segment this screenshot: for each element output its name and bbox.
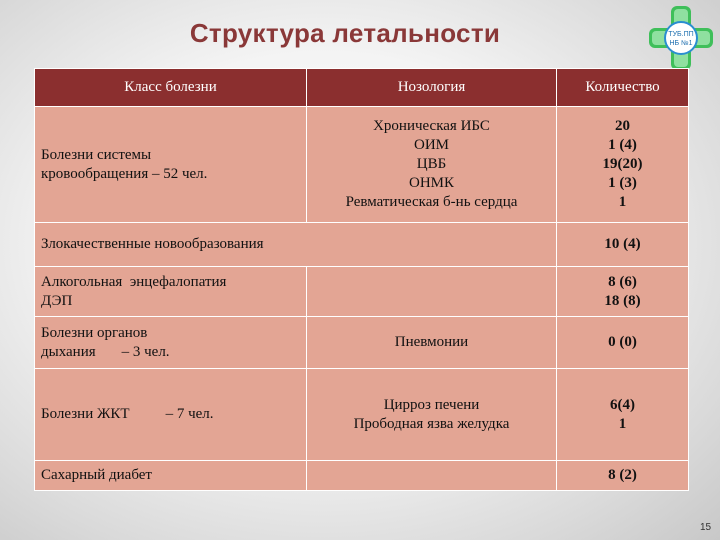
row3-count: 8 (6) 18 (8) [557,267,689,317]
logo-text-line1: ТУБ.ПП [668,31,694,38]
table-row [35,461,689,491]
row2-count: 10 (4) [557,223,689,267]
row5-count: 6(4) 1 [557,369,689,461]
row4-class [35,317,307,369]
row4-nosology: Пневмонии [307,317,557,369]
row6-class: Сахарный диабет [35,461,307,491]
table-row [35,107,689,223]
mortality-table [34,68,689,491]
page-number: 15 [700,522,712,533]
hospital-cross-logo-icon [645,2,717,74]
logo-text-line2: НБ №1 [669,40,693,47]
row6-count: 8 (2) [557,461,689,491]
row4-class-name: Болезни органов дыхания [41,324,148,360]
row5-class-count: – 7 чел. [165,406,214,422]
header-disease-class: Класс болезни [35,69,307,107]
row5-class [35,369,307,461]
row4-class-count: – 3 чел. [121,343,170,360]
header-nosology: Нозология [307,69,557,107]
row5-nosology: Цирроз печени Прободная язва желудка [307,369,557,461]
row5-class-name: Болезни ЖКТ [41,406,130,422]
row1-nosology: Хроническая ИБС ОИМ ЦВБ ОНМК Ревматическая б-нь сердца [307,107,557,223]
row1-class: Болезни системы кровообращения – 52 чел. [35,107,307,223]
row2-class: Злокачественные новообразования [35,223,557,267]
table-row [35,267,689,317]
row6-nosology [307,461,557,491]
row4-count: 0 (0) [557,317,689,369]
table-row [35,317,689,369]
row3-nosology [307,267,557,317]
header-count: Количество [557,69,689,107]
table-header-row [35,69,689,107]
table-row [35,369,689,461]
slide-title: Структура летальности [189,18,501,48]
row3-class: Алкогольная энцефалопатия ДЭП [35,267,307,317]
table-row [35,223,689,267]
row1-count: 20 1 (4) 19(20) 1 (3) 1 [557,107,689,223]
